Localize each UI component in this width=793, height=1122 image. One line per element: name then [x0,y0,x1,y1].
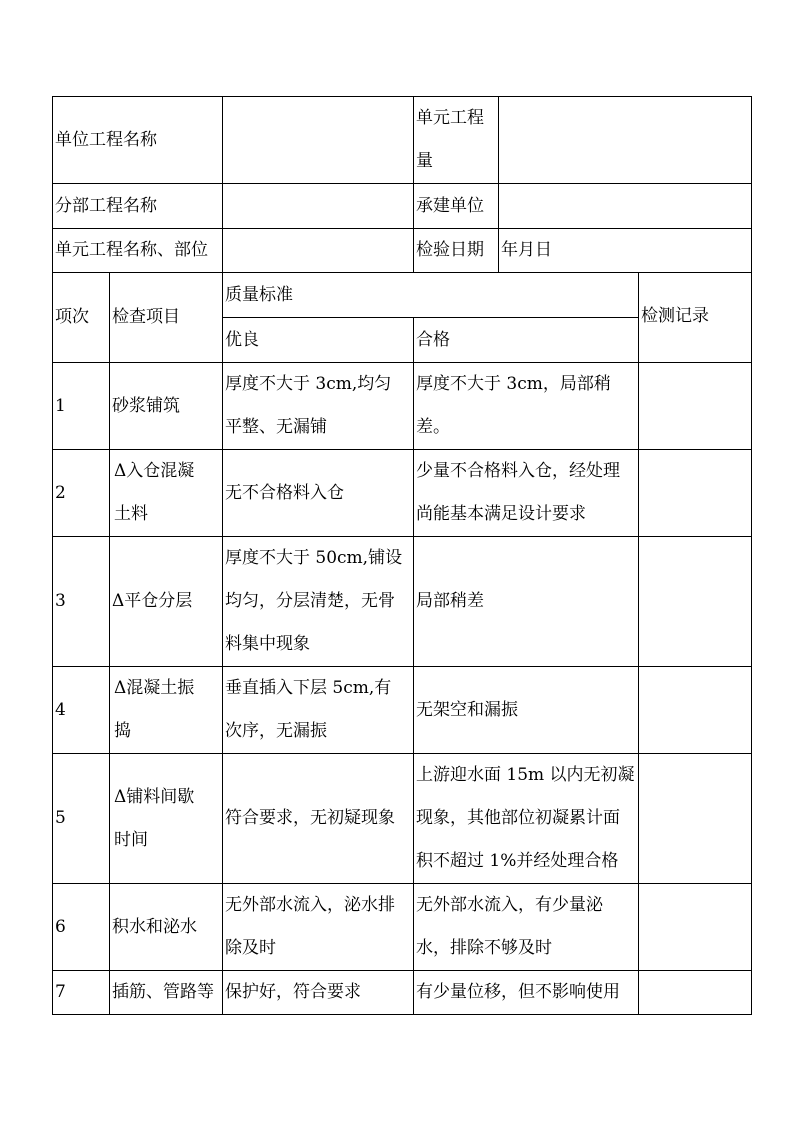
element-name-value [223,229,414,273]
row-qualified [414,667,639,754]
row-qualified-line-1: 少量不合格料入仓，经处理 [416,461,620,481]
header-row-element [53,229,752,273]
row-record [639,363,752,450]
row-excellent [223,754,414,884]
row-excellent-line-1: 符合要求，无初疑现象 [225,808,395,828]
row-item [110,537,223,667]
row-excellent [223,537,414,667]
row-excellent-line-3: 料集中现象 [225,634,310,654]
table-row [53,667,752,754]
division-label: 分部工程名称 [53,184,223,229]
row-excellent-line-2: 次序，无漏振 [225,721,327,741]
row-excellent-line-1: 无不合格料入仓 [225,482,344,503]
row-qualified-line-2: 现象，其他部位初凝累计面 [416,808,620,828]
row-index-line-1: 4 [55,699,66,720]
row-qualified [414,450,639,537]
row-qualified-line-1: 无外部水流入，有少量泌 [416,895,603,915]
row-qualified [414,363,639,450]
row-index [53,537,110,667]
row-qualified [414,971,639,1015]
table-row [53,884,752,971]
row-record [639,754,752,884]
quality-inspection-table [52,96,752,1015]
unit-project-label: 单位工程名称 [53,97,223,184]
row-index [53,971,110,1015]
row-excellent-line-2: 平整、无漏铺 [225,417,327,437]
table-row [53,450,752,537]
col-item-header: 检查项目 [110,273,223,363]
inspection-date-value: 年月日 [499,229,752,273]
row-index [53,754,110,884]
row-item-line-1: Δ铺料间歇 [114,786,195,807]
row-excellent [223,884,414,971]
row-excellent [223,450,414,537]
row-qualified [414,537,639,667]
row-index [53,667,110,754]
row-index [53,450,110,537]
row-item-line-1: Δ混凝土振 [114,678,195,698]
row-index [53,363,110,450]
row-record [639,450,752,537]
col-standard-header: 质量标准 [223,273,639,318]
row-excellent-line-1: 厚度不大于 50cm,铺设 [225,548,403,568]
contractor-value [499,184,752,229]
row-item-line-2: 土料 [114,504,148,524]
row-index-line-1: 3 [55,591,66,611]
row-excellent-line-1: 保护好，符合要求 [225,982,361,1002]
row-index-line-1: 2 [55,482,66,503]
element-quantity-label-line2: 量 [416,151,433,171]
row-item [110,884,223,971]
row-item [110,971,223,1015]
row-qualified-line-3: 积不超过 1%并经处理合格 [416,851,619,871]
element-quantity-label [414,97,499,184]
column-header-row-1 [53,273,752,318]
row-excellent [223,971,414,1015]
table-row [53,363,752,450]
row-qualified-line-1: 局部稍差 [416,591,484,611]
row-excellent-line-1: 无外部水流入，泌水排 [225,895,395,915]
row-excellent-line-2: 除及时 [225,938,276,958]
row-item-line-1: 插筋、管路等 [112,982,214,1002]
row-qualified-line-1: 上游迎水面 15m 以内无初凝 [416,765,635,785]
row-item-line-1: Δ入仓混凝 [114,461,195,481]
row-qualified-line-1: 有少量位移，但不影响使用 [416,982,620,1002]
element-name-label: 单元工程名称、部位 [53,229,223,273]
row-record [639,971,752,1015]
row-qualified [414,754,639,884]
row-item-line-1: Δ平仓分层 [112,591,193,611]
row-item [110,363,223,450]
row-index-line-1: 6 [55,916,66,937]
row-item-line-2: 时间 [114,829,148,850]
col-excellent-header: 优良 [223,318,414,363]
row-excellent [223,667,414,754]
row-excellent [223,363,414,450]
table-row [53,754,752,884]
element-quantity-value [499,97,752,184]
row-index-line-1: 5 [55,808,66,828]
row-qualified-line-2: 尚能基本满足设计要求 [416,504,586,524]
col-record-header: 检测记录 [639,273,752,363]
row-qualified-line-1: 无架空和漏振 [416,699,518,720]
row-qualified-line-1: 厚度不大于 3cm，局部稍差。 [416,374,611,437]
row-excellent-line-1: 垂直插入下层 5cm,有 [225,678,392,698]
row-item-line-1: 积水和泌水 [112,916,197,937]
row-excellent-line-1: 厚度不大于 3cm,均匀 [225,374,392,394]
header-row-unit-project [53,97,752,184]
row-index-line-1: 7 [55,982,66,1002]
row-qualified-line-2: 水，排除不够及时 [416,938,552,958]
row-excellent-line-2: 均匀，分层清楚，无骨 [225,591,395,611]
row-index [53,884,110,971]
row-qualified [414,884,639,971]
unit-project-value [223,97,414,184]
header-row-division [53,184,752,229]
table-row [53,537,752,667]
col-index-header: 项次 [53,273,110,363]
row-record [639,884,752,971]
inspection-date-label: 检验日期 [414,229,499,273]
element-quantity-label-line1: 单元工程 [416,108,484,128]
row-item-line-2: 捣 [114,721,131,741]
row-item [110,754,223,884]
row-index-line-1: 1 [55,395,66,416]
division-value [223,184,414,229]
contractor-label: 承建单位 [414,184,499,229]
row-record [639,667,752,754]
row-item [110,667,223,754]
col-qualified-header: 合格 [414,318,639,363]
row-item [110,450,223,537]
row-record [639,537,752,667]
row-item-line-1: 砂浆铺筑 [112,395,180,416]
table-row [53,971,752,1015]
